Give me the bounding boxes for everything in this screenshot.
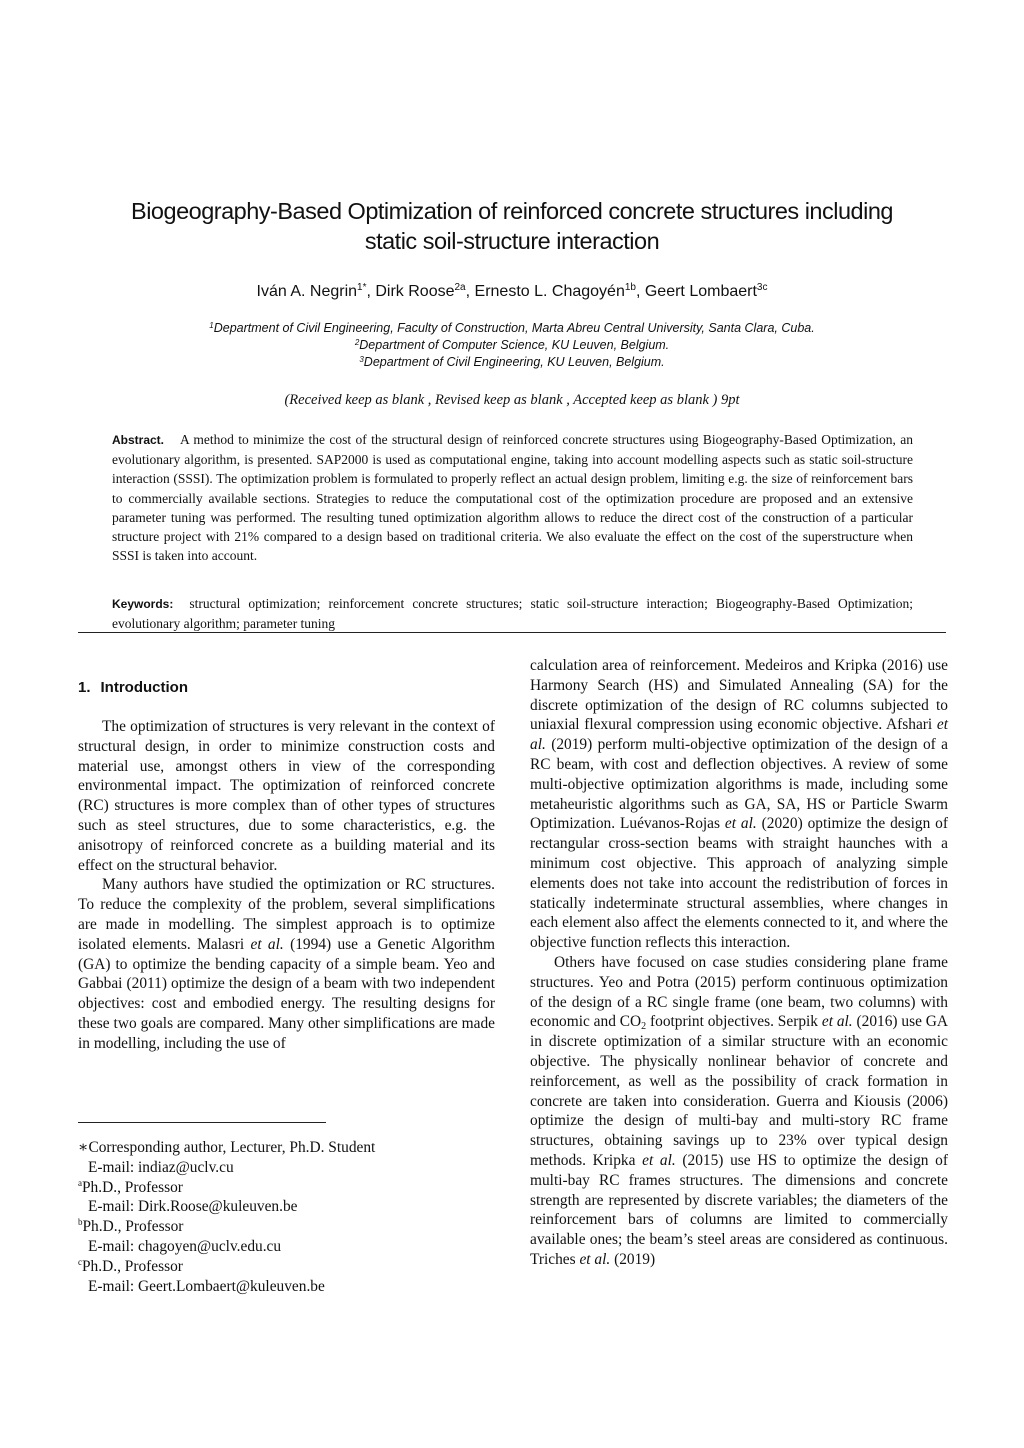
affiliation-text: Department of Civil Engineering, Faculty of Construction, Marta Abreu Central University, Santa Clara, Cuba. [213,321,815,335]
citation-etal: et al. [724,815,757,833]
author-mark: 2a [454,282,466,293]
left-column [78,717,495,1054]
paragraph-text: (2020) optimize the design of rectangular cross-section beams with straight haunches with a minimum cost objective. This approach of analyzing simple elements does not take into account the redistribution of forces in statically indeterminate structural assemblies, where changes in each element also affect the elements connected to it, and where the objective function reflects this interaction. [530,815,948,952]
abstract [112,430,913,565]
paragraph [530,953,948,1270]
author-name: Ernesto L. Chagoyén [474,283,625,300]
abstract-label: Abstract. [112,433,165,447]
affiliation-text: Department of Computer Science, KU Leuven, Belgium. [359,338,670,352]
affiliation-number: 1 [209,321,214,330]
affiliation-text: Department of Civil Engineering, KU Leuven, Belgium. [363,355,665,369]
citation-etal: et al. [530,716,948,754]
affiliation [60,354,964,371]
affiliation-number: 2 [354,338,360,347]
footnote [78,1138,498,1158]
footnote-role: Ph.D., Professor [82,1178,183,1196]
paragraph-text: calculation area of reinforcement. Medeiros and Kripka (2016) use Harmony Search (HS) and Simulated Annealing (SA) for the discrete optimization of the design of RC columns subjected to uniaxial flexural compression using economic objective. Afshari [530,657,948,734]
footnote [78,1178,498,1198]
author-name: Iván A. Negrin [256,283,358,300]
paragraph-text: Many authors have studied the optimization or RC structures. To reduce the complexity of the problem, several simplifications are made in modelling. The simplest approach is to optimize isolated elements. Malasri [78,876,495,953]
footnote-email: E-mail: Geert.Lombaert@kuleuven.be [88,1277,325,1295]
footnotes [78,1138,498,1296]
paragraph [78,875,495,1053]
footnote-role: Ph.D., Professor [82,1257,183,1275]
affiliation [60,320,964,337]
paragraph: The optimization of structures is very relevant in the context of structural design, in order to minimize construction costs and material use, amongst others in view of the corresponding environmental impact. The optimization of reinforced concrete (RC) structures is more complex than of other types of structures such as steel structures, due to some characteristics, e.g. the anisotropy of reinforced concrete as a building material and its effect on the structural behavior. [78,718,495,874]
paper-title [60,196,964,256]
abstract-text: A method to minimize the cost of the structural design of reinforced concrete structures using Biogeography-Based Optimization, an evolutionary algorithm, is presented. SAP2000 is used as computational engine, taking into account modelling aspects such as static soil-structure interaction (SSSI). The optimization problem is formulated to properly reflect an actual design problem, limiting e.g. the size of reinforcement bars to commercially available sections. Strategies to reduce the computational cost of the optimization procedure are proposed and an extensive parameter tuning was performed. The resulting tuned optimization algorithm allows to reduce the direct cost of the construction of a particular structure project with 21% compared to a design based on traditional criteria. We also evaluate the effect on the cost of the superstructure when SSSI is taken into account. [112,432,913,564]
footnote-email: E-mail: Dirk.Roose@kuleuven.be [88,1198,298,1216]
paragraph-text: (1994) use a Genetic Algorithm (GA) to optimize the bending capacity of a simple beam. Yeo and Gabbai (2011) optimize the design of a beam with two independent objectives: cost and embodied energy. The resulting designs for these two goals are compared. Many other simplifications are made in modelling, including the use of [78,935,496,1052]
footnote-email: E-mail: chagoyen@uclv.edu.cu [88,1237,282,1255]
footnote-divider [78,1122,326,1123]
paragraph-text: (2015) use HS to optimize the design of multi-bay RC frames structures. The dimensions and concrete strength are represented by discrete variables; the diameters of the reinforcement bars of columns are limited to commercially available ones; the beam’s steel areas are considered as continuous. Triches [530,1151,948,1268]
paragraph-text: footprint objectives. Serpik [646,1013,822,1031]
paragraph [530,656,948,953]
keywords [112,594,913,633]
footnote-email: E-mail: indiaz@uclv.cu [88,1158,234,1176]
author-name: Geert Lombaert [644,283,757,300]
received-dates: (Received keep as blank , Revised keep as blank , Accepted keep as blank ) 9pt [284,392,740,408]
section-heading [78,679,188,696]
paragraph-text: (2016) use GA in discrete optimization of a similar structure with an economic objective. The physically nonlinear behavior of concrete and reinforcement, as well as the possibility of crack formation in concrete are taken into consideration. Guerra and Kiousis (2006) optimize the design of multi-bay and multi-story RC frame structures, obtaining savings up to 23% over typical design methods. Kripka [530,1013,948,1169]
author-list: Iván A. Negrin$^{1*}$, Dirk Roose$^{2a}$, Ernesto L. Chagoyén$^{1b}$, Geert Lombaert$^{3c}$ [256,282,768,300]
author-mark: 1* [357,282,367,293]
footnote [78,1217,498,1237]
paper-title-line-1: Biogeography-Based Optimization of reinforced concrete structures including [131,198,893,224]
affiliation-list [60,320,964,371]
section-title: Introduction [100,679,188,696]
footnote [78,1257,498,1277]
affiliation [60,337,964,354]
affiliation-number: 3 [359,355,364,364]
citation-etal: et al. [821,1013,853,1031]
right-column [530,656,948,1270]
keywords-label: Keywords: [112,597,174,611]
footnote-role: Corresponding author, Lecturer, Ph.D. Student [88,1139,376,1156]
footnote-mark: ∗ [78,1139,89,1156]
author-name: Dirk Roose [375,283,455,300]
paragraph-text: (2019) [610,1250,656,1268]
paragraph-text: (2019) perform multi-objective optimization of the design of a RC beam, with cost and deflection objectives. A review of some multi-objective optimization algorithms is made, including some metaheuristic algorithms such as GA, SA, HS or Particle Swarm Optimization. Luévanos-Rojas [530,736,948,833]
author-mark: 3c [756,282,768,293]
footnote-mark: c [78,1256,82,1267]
footnote-mark: a [78,1177,82,1188]
author-mark: 1b [624,282,636,293]
footnote-mark: b [78,1217,83,1228]
subscript: 2 [641,1021,647,1033]
citation-etal: et al. [250,935,284,953]
paper-title-line-2: static soil-structure interaction [364,228,660,254]
paragraph-text: Others have focused on case studies considering plane frame structures. Yeo and Potra (2015) perform continuous optimization of the design of a RC single frame (one beam, two columns) with economic and CO [530,953,948,1031]
section-number: 1. [78,679,91,696]
citation-etal: et al. [579,1250,611,1268]
header-divider [78,632,946,633]
citation-etal: et al. [642,1151,676,1169]
footnote-role: Ph.D., Professor [82,1218,184,1236]
keywords-text: structural optimization; reinforcement concrete structures; static soil-structure interaction; Biogeography-Based Optimization; evolutionary algorithm; parameter tuning [112,596,913,632]
